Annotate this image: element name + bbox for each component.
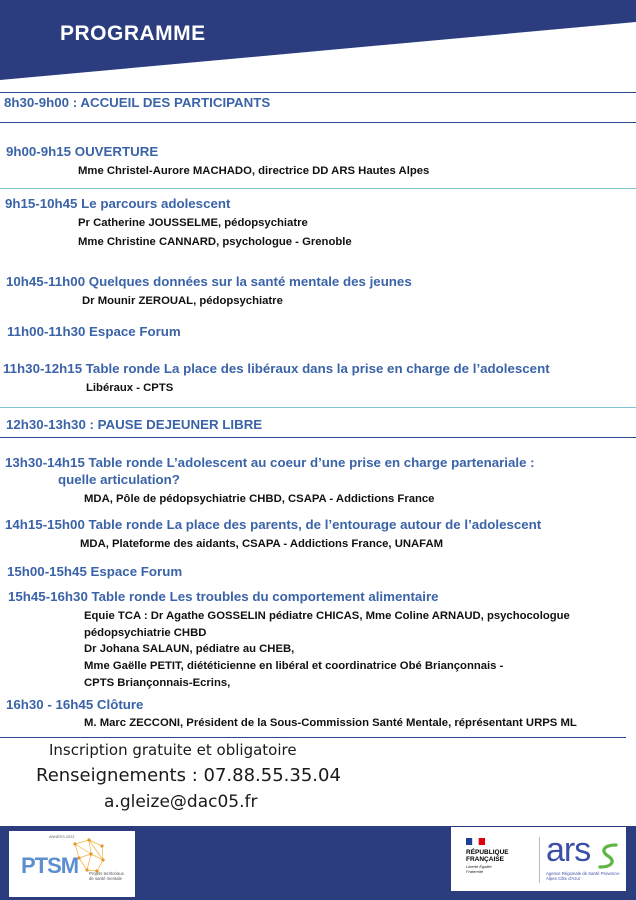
speaker-line: Mme Christine CANNARD, psychologue - Grenoble (78, 236, 352, 248)
ars-logo-word: ars (546, 831, 591, 869)
session-heading-partenariale-cont: quelle articulation? (58, 472, 180, 487)
divider (0, 437, 636, 438)
speaker-line: Dr Johana SALAUN, pédiatre au CHEB, (84, 643, 295, 655)
session-heading-donnees: 10h45-11h00 Quelques données sur la santé mentale des jeunes (6, 274, 412, 289)
session-heading-accueil: 8h30-9h00 : ACCUEIL DES PARTICIPANTS (4, 95, 271, 110)
session-heading-partenariale: 13h30-14h15 Table ronde L’adolescent au coeur d’une prise en charge partenariale : (5, 455, 535, 470)
page-title: PROGRAMME (60, 22, 206, 45)
logo-separator (539, 837, 540, 883)
ars-logo-caption: Agence Régionale de Santé Provence-Alpes Côte d'Azur (546, 871, 621, 881)
ptsm-logo-caption: Projets territoriaux de santé mentale (89, 871, 124, 881)
session-heading-cloture: 16h30 - 16h45 Clôture (6, 697, 144, 712)
session-heading-forum-1: 11h00-11h30 Espace Forum (7, 324, 181, 339)
speaker-line: CPTS Briançonnais-Ecrins, (84, 677, 231, 689)
session-heading-pause: 12h30-13h30 : PAUSE DEJEUNER LIBRE (6, 417, 263, 432)
session-heading-parents: 14h15-15h00 Table ronde La place des parents, de l’entourage autour de l’adolescent (5, 517, 542, 532)
speaker-line: Dr Mounir ZEROUAL, pédopsychiatre (82, 295, 283, 307)
contact-phone: Renseignements : 07.88.55.35.04 (36, 765, 341, 786)
ptsm-logo-word: PTSM (21, 853, 79, 878)
speaker-line: Mme Christel-Aurore MACHADO, directrice DD ARS Hautes Alpes (78, 165, 430, 177)
divider (0, 407, 636, 408)
divider (0, 737, 626, 738)
ars-logo (451, 827, 626, 891)
speaker-line: Libéraux - CPTS (86, 382, 174, 394)
header-banner (0, 0, 636, 80)
divider (0, 92, 636, 93)
speaker-line: MDA, Pôle de pédopsychiatrie CHBD, CSAPA - Addictions France (84, 493, 435, 505)
ptsm-logo-top: ANNÉES-2023 (49, 835, 75, 839)
registration-note: Inscription gratuite et obligatoire (49, 741, 297, 759)
session-heading-liberaux: 11h30-12h15 Table ronde La place des libéraux dans la prise en charge de l’adolescent (3, 361, 550, 376)
session-heading-parcours: 9h15-10h45 Le parcours adolescent (5, 196, 231, 211)
ptsm-logo (9, 831, 135, 897)
republique-francaise-label: RÉPUBLIQUE FRANÇAISE (466, 849, 509, 863)
divider (0, 188, 636, 189)
contact-email[interactable]: a.gleize@dac05.fr (104, 792, 258, 812)
ars-swoosh-icon (596, 841, 620, 871)
republique-motto: Liberté Égalité Fraternité (466, 864, 492, 874)
speaker-line: MDA, Plateforme des aidants, CSAPA - Addictions France, UNAFAM (80, 538, 444, 550)
divider (0, 122, 636, 123)
speaker-line: M. Marc ZECCONI, Président de la Sous-Commission Santé Mentale, réprésentant URPS ML (84, 717, 577, 729)
speaker-line: Mme Gaëlle PETIT, diététicienne en libéral et coordinatrice Obé Briançonnais - (84, 660, 504, 672)
speaker-line: Equie TCA : Dr Agathe GOSSELIN pédiatre CHICAS, Mme Coline ARNAUD, psychocologue (84, 610, 570, 622)
speaker-line: pédopsychiatrie CHBD (84, 627, 207, 639)
speaker-line: Pr Catherine JOUSSELME, pédopsychiatre (78, 217, 308, 229)
session-heading-forum-2: 15h00-15h45 Espace Forum (7, 564, 183, 579)
session-heading-tca: 15h45-16h30 Table ronde Les troubles du comportement alimentaire (8, 589, 439, 604)
session-heading-ouverture: 9h00-9h15 OUVERTURE (6, 144, 159, 159)
french-flag-icon (466, 838, 485, 845)
